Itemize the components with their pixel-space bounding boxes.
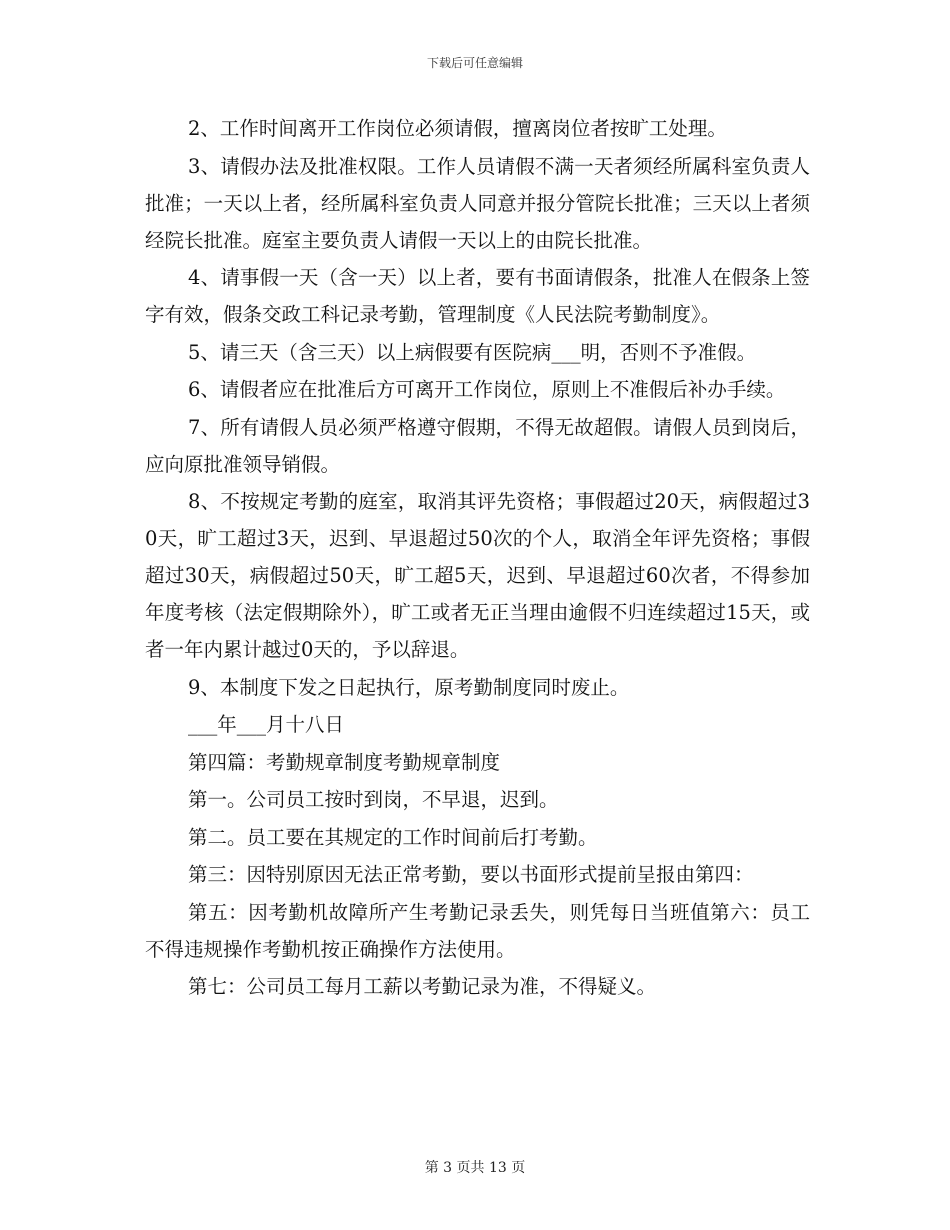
paragraph-8: 8、不按规定考勤的庭室，取消其评先资格；事假超过20天，病假超过30天，旷工超过3天，迟到、早退超过50次的个人，取消全年评先资格；事假超过30天，病假超过50天，旷工超5天，迟到、早退超过60次者，不得参加年度考核（法定假期除外），旷工或者无正当理由逾假不归连续超过15天，或者一年内累计越过0天的，予以辞退。 [145, 490, 810, 661]
paragraph-6: 6、请假者应在批准后方可离开工作岗位，原则上不准假后补办手续。 [188, 378, 786, 401]
document-body [145, 110, 810, 1006]
paragraph-7: 7、所有请假人员必须严格遵守假期，不得无故超假。请假人员到岗后，应向原批准领导销假。 [145, 415, 810, 476]
rule-5: 第五：因考勤机故障所产生考勤记录丢失，则凭每日当班值第六：员工不得违规操作考勤机按正确操作方法使用。 [145, 900, 810, 961]
paragraph-9: 9、本制度下发之日起执行，原考勤制度同时废止。 [188, 675, 630, 699]
date-line: ___年___月十八日 [188, 713, 345, 736]
page-number: 第 3 页共 13 页 [424, 1160, 526, 1176]
paragraph-2: 2、工作时间离开工作岗位必须请假，擅离岗位者按旷工处理。 [188, 117, 727, 140]
rule-2: 第二。员工要在其规定的工作时间前后打考勤。 [188, 825, 598, 849]
rule-7: 第七：公司员工每月工薪以考勤记录为准，不得疑义。 [188, 975, 657, 998]
paragraph-5: 5、请三天（含三天）以上病假要有医院病___明，否则不予准假。 [188, 340, 757, 364]
rule-3: 第三：因特别原因无法正常考勤，要以书面形式提前呈报由第四： [188, 863, 754, 886]
paragraph-4: 4、请事假一天（含一天）以上者，要有书面请假条，批准人在假条上签字有效，假条交政工科记录考勤，管理制度《人民法院考勤制度》。 [145, 266, 810, 326]
paragraph-3: 3、请假办法及批准权限。工作人员请假不满一天者须经所属科室负责人批准；一天以上者，经所属科室负责人同意并报分管院长批准；三天以上者须经院长批准。庭室主要负责人请假一天以上的由院长批准。 [145, 154, 810, 252]
page-header-note: 下载后可任意编辑 [426, 56, 523, 70]
rule-1: 第一。公司员工按时到岗，不早退，迟到。 [188, 788, 559, 811]
section-title-4: 第四篇：考勤规章制度考勤规章制度 [188, 750, 501, 774]
